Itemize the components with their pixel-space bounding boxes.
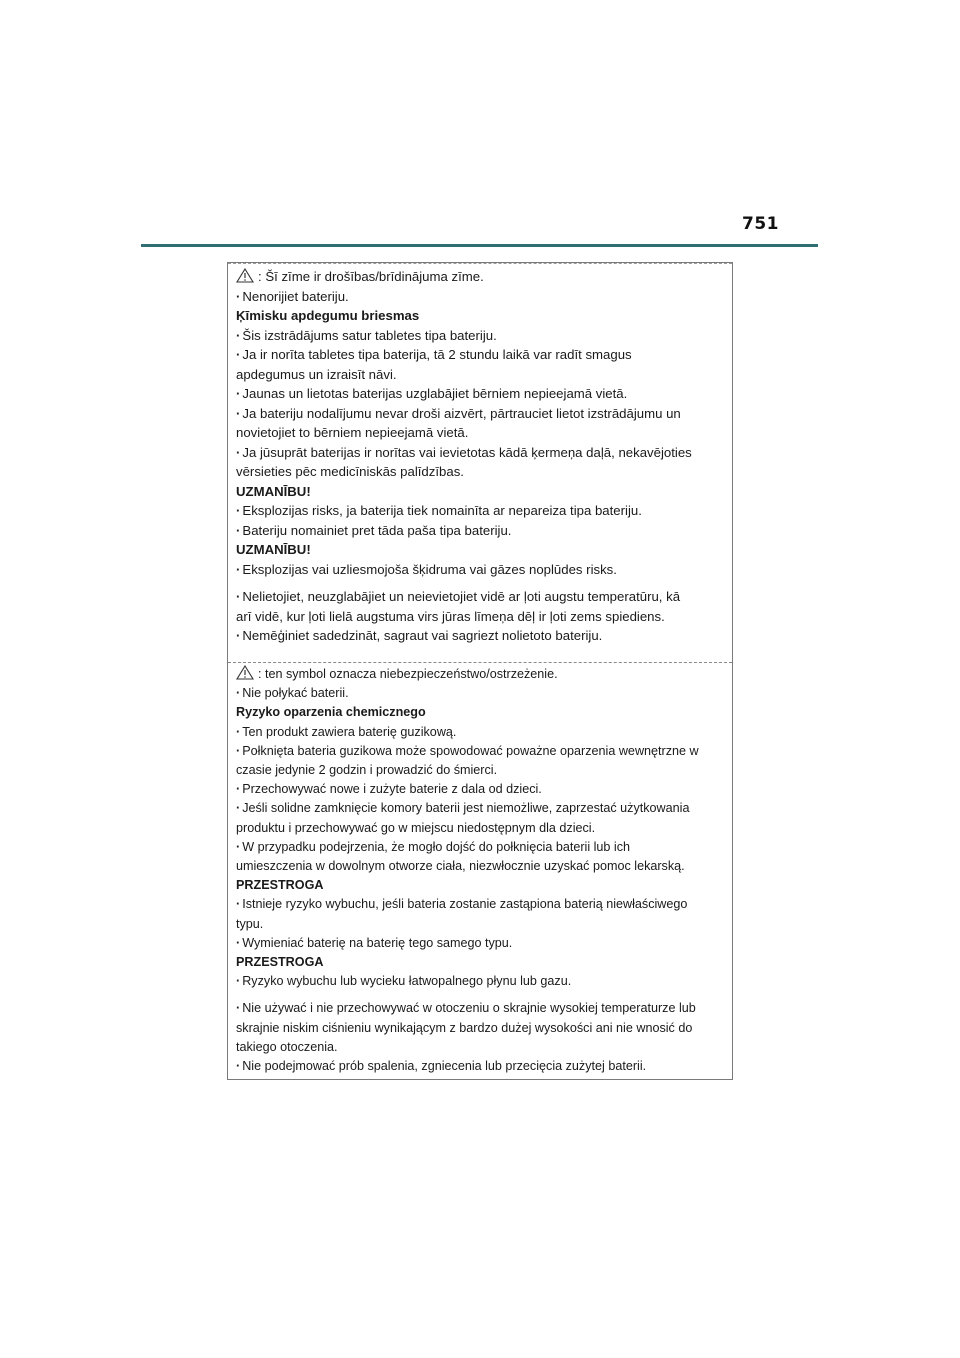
polish-section <box>236 665 726 1076</box>
text-line: · Ja ir norīta tabletes tipa baterija, tā 2 stundu laikā var radīt smagus <box>236 345 726 365</box>
text-line: · Ryzyko wybuchu lub wycieku łatwopalnego płynu lub gazu. <box>236 972 726 991</box>
text-line: · Ja bateriju nodalījumu nevar droši aizvērt, pārtrauciet lietot izstrādājumu un <box>236 404 726 424</box>
section-divider <box>228 662 732 663</box>
text-line: produktu i przechowywać go w miejscu niedostępnym dla dzieci. <box>236 820 596 835</box>
text-line: · Eksplozijas vai uzliesmojoša šķidruma vai gāzes noplūdes risks. <box>236 560 726 580</box>
battery-warning-box <box>227 262 733 1080</box>
spacer <box>236 579 726 587</box>
polish-symbol-text: : ten symbol oznacza niebezpieczeństwo/ostrzeżenie. <box>258 667 558 681</box>
text-line: · Połknięta bateria guzikowa może spowodować poważne oparzenia wewnętrzne w <box>236 742 726 761</box>
text-line: · Ja jūsuprāt baterijas ir norītas vai ievietotas kādā ķermeņa daļā, nekavējoties <box>236 443 726 463</box>
text-line: vērsieties pēc medicīniskās palīdzības. <box>236 464 464 479</box>
warning-triangle-icon <box>236 665 254 680</box>
text-line: · Jeśli solidne zamknięcie komory baterii jest niemożliwe, zaprzestać użytkowania <box>236 799 726 818</box>
text-line: apdegumus un izraisīt nāvi. <box>236 366 397 382</box>
text-line: arī vidē, kur ļoti lielā augstuma virs jūras līmeņa dēļ ir ļoti zems spiediens. <box>236 608 665 624</box>
polish-lines <box>236 684 726 1076</box>
text-line: novietojiet to bērniem nepieejamā vietā. <box>236 425 469 440</box>
text-line: · Nemēģiniet sadedzināt, sagraut vai sagriezt nolietoto bateriju. <box>236 626 726 646</box>
text-line: · Nelietojiet, neuzglabājiet un neievietojiet vidē ar ļoti augstu temperatūru, kā <box>236 587 726 607</box>
text-line: · Nie połykać baterii. <box>236 684 726 703</box>
spacer <box>236 991 726 999</box>
text-line: typu. <box>236 916 264 931</box>
text-line: · Eksplozijas risks, ja baterija tiek nomainīta ar nepareiza tipa bateriju. <box>236 501 726 521</box>
text-line: · Przechowywać nowe i zużyte baterie z dala od dzieci. <box>236 780 726 799</box>
latvian-symbol-text: : Šī zīme ir drošības/brīdinājuma zīme. <box>258 269 484 284</box>
text-line: · Jaunas un lietotas baterijas uzglabājiet bērniem nepieejamā vietā. <box>236 384 726 404</box>
section-heading: UZMANĪBU! <box>236 542 311 557</box>
warning-triangle-icon <box>236 268 254 283</box>
header-rule <box>141 244 818 247</box>
text-line: · W przypadku podejrzenia, że mogło dojść do połknięcia baterii lub ich <box>236 838 726 857</box>
section-heading: Ķīmisku apdegumu briesmas <box>236 308 420 323</box>
text-line: · Šis izstrādājums satur tabletes tipa bateriju. <box>236 326 726 346</box>
latvian-symbol-note <box>236 267 726 287</box>
section-heading: UZMANĪBU! <box>236 483 311 499</box>
text-line: · Nenorijiet bateriju. <box>236 287 726 307</box>
latvian-section <box>236 267 726 646</box>
text-line: · Wymieniać baterię na baterię tego samego typu. <box>236 934 726 953</box>
text-line: skrajnie niskim ciśnieniu wynikającym z bardzo dużej wysokości ani nie wnosić do <box>236 1020 693 1035</box>
text-line: · Istnieje ryzyko wybuchu, jeśli bateria zostanie zastąpiona baterią niewłaściwego <box>236 895 726 914</box>
text-line: · Nie używać i nie przechowywać w otoczeniu o skrajnie wysokiej temperaturze lub <box>236 999 726 1018</box>
text-line: · Bateriju nomainiet pret tāda paša tipa bateriju. <box>236 521 726 541</box>
text-line: · Ten produkt zawiera baterię guzikową. <box>236 723 726 742</box>
text-line: umieszczenia w dowolnym otworze ciała, niezwłocznie uzyskać pomoc lekarską. <box>236 859 685 874</box>
latvian-lines <box>236 287 726 646</box>
text-line: · Nie podejmować prób spalenia, zgniecenia lub przecięcia zużytej baterii. <box>236 1057 726 1076</box>
top-dashed-border <box>228 263 732 264</box>
text-line: takiego otoczenia. <box>236 1039 338 1054</box>
section-heading: PRZESTROGA <box>236 955 324 970</box>
polish-symbol-note <box>236 665 726 684</box>
page-number: 751 <box>742 214 779 234</box>
section-heading: PRZESTROGA <box>236 878 324 893</box>
section-heading: Ryzyko oparzenia chemicznego <box>236 705 426 720</box>
text-line: czasie jedynie 2 godzin i prowadzić do śmierci. <box>236 763 498 778</box>
